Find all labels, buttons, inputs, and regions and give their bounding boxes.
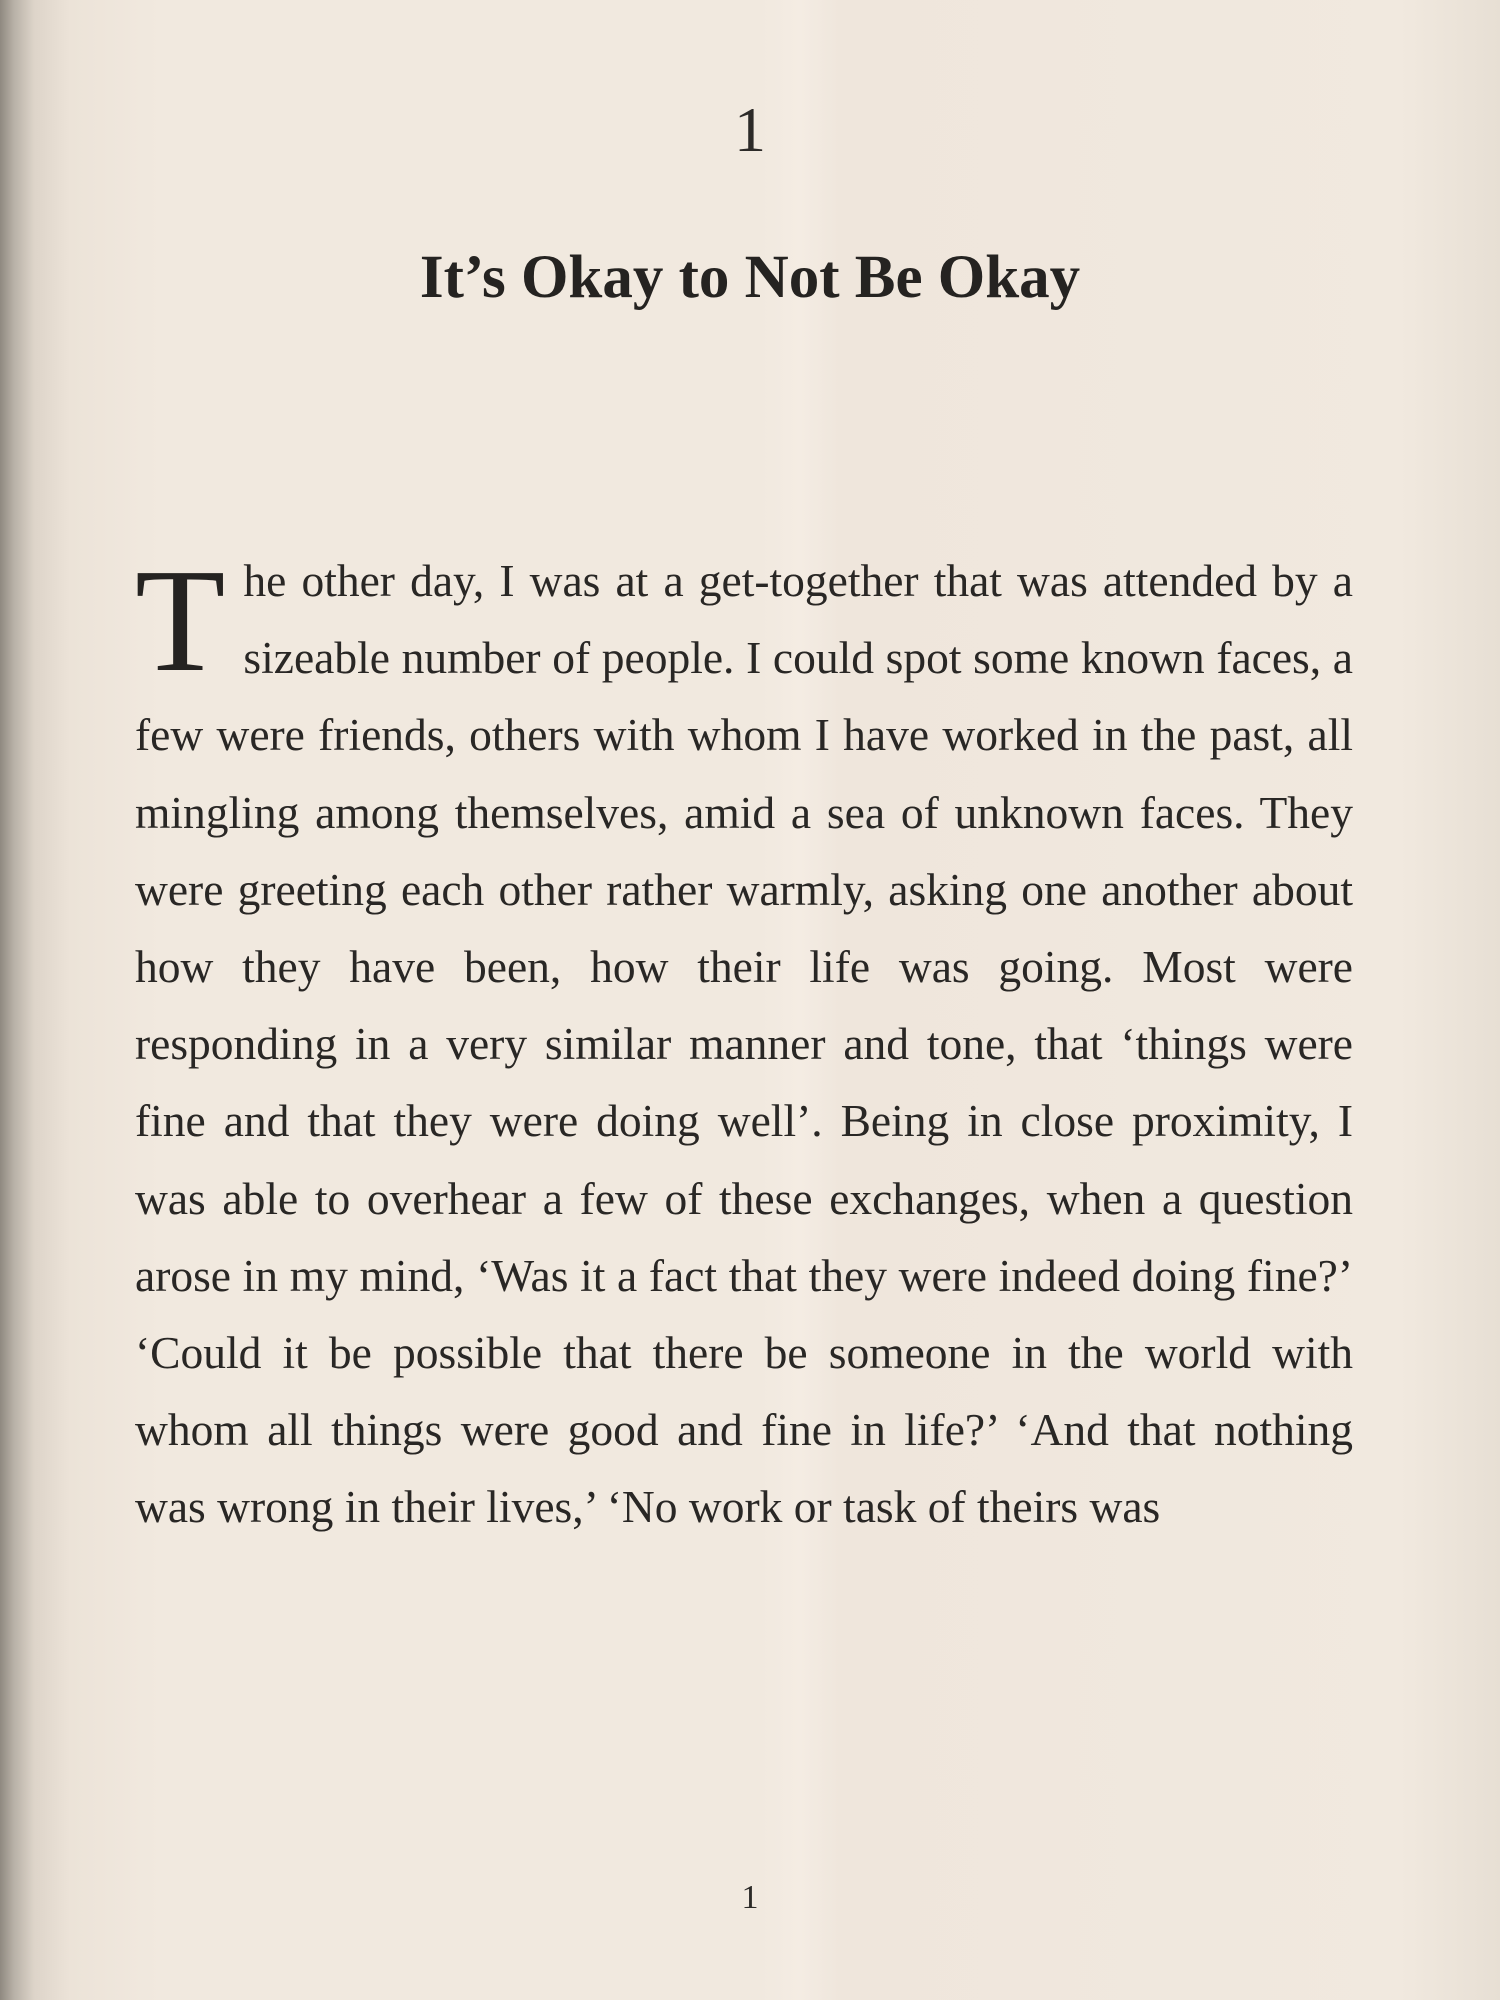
chapter-number: 1 <box>734 94 766 165</box>
chapter-title: It’s Okay to Not Be Okay <box>419 244 1081 311</box>
page-number: 1 <box>741 1879 759 1916</box>
paragraph-text: he other day, I was at a get-together that was attended by a sizeable number of people. I could spot some known faces, a few were friends, others with whom I have worked in the past, all mingling among themselves, amid a sea of unknown faces. They were greeting each other rather warmly, asking one another about how they have been, how their life was going. Most were responding in a very similar manner and tone, that ‘things were fine and that they were doing well’. Being in close proximity, I was able to overhear a few of these exchanges, when a question arose in my mind, ‘Was it a fact that they were indeed doing fine?’ ‘Could it be possible that there be someone in the world with whom all things were good and fine in life?’ ‘And that nothing was wrong in their lives,’ ‘No work or task of theirs was <box>135 555 1353 1533</box>
body-paragraph <box>135 539 1353 1546</box>
drop-cap: T <box>135 539 226 703</box>
